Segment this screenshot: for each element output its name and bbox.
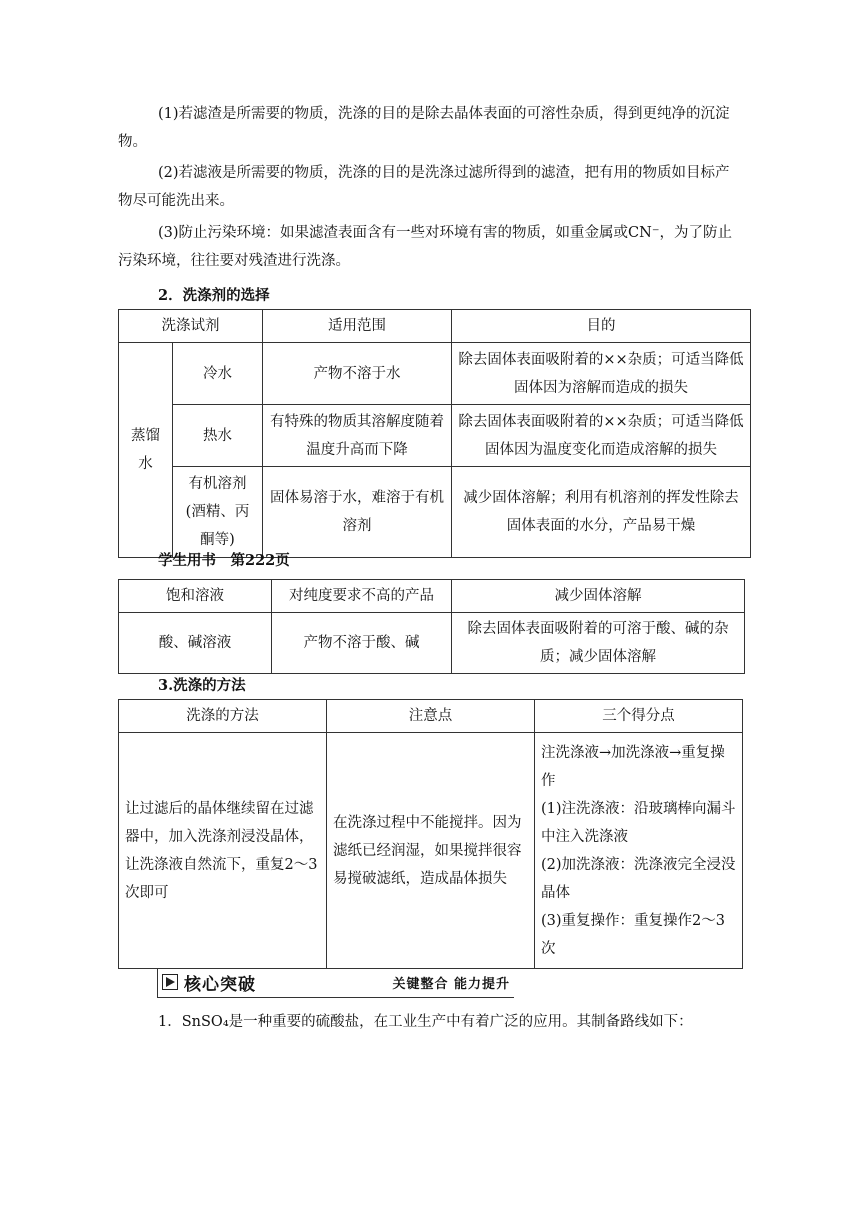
purpose-cell: 减少固体溶解 (452, 580, 745, 613)
reagent-cell: 有机溶剂(酒精、丙酮等) (173, 467, 263, 558)
washing-agent-table-continued (118, 579, 745, 674)
section-3-title: 3.洗涤的方法 (158, 677, 246, 694)
points-cell (535, 733, 743, 969)
question-1: 1．SnSO₄是一种重要的硫酸盐，在工业生产中有着广泛的应用。其制备路线如下： (158, 1014, 693, 1030)
note-cell: 在洗涤过程中不能搅拌。因为滤纸已经润湿，如果搅拌很容易搅破滤纸，造成晶体损失 (327, 733, 535, 969)
section-banner (157, 969, 514, 998)
reagent-cell: 冷水 (173, 343, 263, 405)
section-2-title: 2．洗涤剂的选择 (158, 287, 270, 304)
header-reagent: 洗涤试剂 (119, 310, 263, 343)
header-scope: 适用范围 (263, 310, 452, 343)
reagent-cell: 热水 (173, 405, 263, 467)
paragraph-1: (1)若滤渣是所需要的物质，洗涤的目的是除去晶体表面的可溶性杂质，得到更纯净的沉淀物。 (118, 106, 730, 150)
scope-cell: 固体易溶于水，难溶于有机溶剂 (263, 467, 452, 558)
paragraph-3: (3)防止污染环境：如果滤渣表面含有一些对环境有害的物质，如重金属或CN⁻，为了防止污染环境，往往要对残渣进行洗涤。 (118, 225, 732, 269)
scope-cell: 有特殊的物质其溶解度随着温度升高而下降 (263, 405, 452, 467)
header-points: 三个得分点 (535, 700, 743, 733)
method-cell: 让过滤后的晶体继续留在过滤器中，加入洗涤剂浸没晶体，让洗涤液自然流下，重复2～3次即可 (119, 733, 327, 969)
point-line: (2)加洗涤液：洗涤液完全浸没晶体 (541, 856, 736, 901)
paragraph-2: (2)若滤液是所需要的物质，洗涤的目的是洗涤过滤所得到的滤渣，把有用的物质如目标产物尽可能洗出来。 (118, 165, 730, 209)
banner-title: 核心突破 (184, 975, 256, 995)
reagent-cell: 酸、碱溶液 (119, 613, 272, 674)
washing-agent-table (118, 309, 751, 558)
purpose-cell: 减少固体溶解；利用有机溶剂的挥发性除去固体表面的水分，产品易干燥 (452, 467, 751, 558)
purpose-cell: 除去固体表面吸附着的可溶于酸、碱的杂质；减少固体溶解 (452, 613, 745, 674)
scope-cell: 产物不溶于酸、碱 (272, 613, 452, 674)
header-method: 洗涤的方法 (119, 700, 327, 733)
scope-cell: 产物不溶于水 (263, 343, 452, 405)
reagent-cell: 饱和溶液 (119, 580, 272, 613)
point-line: (1)注洗涤液：沿玻璃棒向漏斗中注入洗涤液 (541, 800, 736, 845)
page-reference: 学生用书 第222页 (158, 552, 290, 569)
header-purpose: 目的 (452, 310, 751, 343)
banner-subtitle: 关键整合 能力提升 (392, 977, 510, 992)
point-line: 注洗涤液→加洗涤液→重复操作 (541, 744, 725, 789)
purpose-cell: 除去固体表面吸附着的××杂质；可适当降低固体因为溶解而造成的损失 (452, 343, 751, 405)
group-label: 蒸馏水 (119, 343, 173, 558)
purpose-cell: 除去固体表面吸附着的××杂质；可适当降低固体因为温度变化而造成溶解的损失 (452, 405, 751, 467)
play-triangle-icon (162, 974, 178, 990)
scope-cell: 对纯度要求不高的产品 (272, 580, 452, 613)
point-line: (3)重复操作：重复操作2～3次 (541, 912, 725, 957)
header-note: 注意点 (327, 700, 535, 733)
washing-method-table (118, 699, 743, 969)
